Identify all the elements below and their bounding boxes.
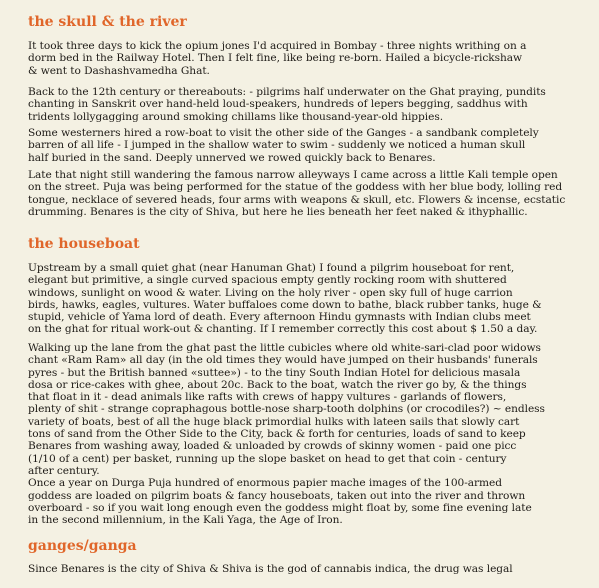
paragraph: Back to the 12th century or thereabouts: - pilgrims half underwater on the Ghat praying, pundits chanting in Sanskrit over hand-held loud-speakers, hundreds of lepers begging, saddhus with tridents lollygagging around smoking chillams like thousand-year-old hippies. [28,86,546,123]
paragraph: Since Benares is the city of Shiva & Shiva is the god of cannabis indica, the drug was legal [28,563,513,575]
paragraph: Upstream by a small quiet ghat (near Hanuman Ghat) I found a pilgrim houseboat for rent, elegant but primitive, a single curved spacious empty gently rocking room with shuttered windows, sunlight on wood & water. Living on the holy river - open sky full of huge carrion birds, hawks, eagles, vultures. Water buffaloes come down to bathe, black rubber tanks, huge & stupid, vehicle of Yama lord of death. Every afternoon Hindu gymnasts with Indian clubs meet on the ghat for ritual work-out & chanting. If I remember correctly this cost about $ 1.50 a day. [28,262,542,336]
section-heading-ganges: ganges/ganga [28,538,137,554]
paragraph: It took three days to kick the opium jones I'd acquired in Bombay - three nights writhing on a dorm bed in the Railway Hotel. Then I felt fine, like being re-born. Hailed a bicycle-rickshaw & went to Dashashvamedha Ghat. [28,40,527,77]
paragraph: Some westerners hired a row-boat to visit the other side of the Ganges - a sandbank completely barren of all life - I jumped in the shallow water to swim - suddenly we noticed a human skull half buried in the sand. Deeply unnerved we rowed quickly back to Benares. [28,127,539,164]
section-heading-houseboat: the houseboat [28,236,140,252]
paragraph: Late that night still wandering the famous narrow alleyways I came across a little Kali temple open on the street. Puja was being performed for the statue of the goddess with her blue body, lolling red tongue, necklace of severed heads, four arms with weapons & skull, etc. Flowers & incense, ecstatic drumming. Benares is the city of Shiva, but here he lies beneath her feet naked & ithyphallic. [28,169,566,218]
paragraph: Walking up the lane from the ghat past the little cubicles where old white-sari-clad poor widows chant «Ram Ram» all day (in the old times they would have jumped on their husbands' funerals pyres - but the British banned «suttee») - to the tiny South Indian Hotel for delicious masala dosa or rice-cakes with ghee, about 20c. Back to the boat, watch the river go by, & the things that float in it - dead animals like rafts with crews of happy vultures - garlands of flowers, plenty of shit - strange copraphagous bottle-nose sharp-tooth dolphins (or crocodiles?) ~ endless variety of boats, best of all the huge black primordial hulks with lateen sails that slowly cart tons of sand from the Other Side to the City, back & forth for centuries, loads of sand to keep Benares from washing away, loaded & unloaded by crowds of skinny women - paid one picc (1/10 of a cent) per basket, running up the slope basket on head to get that coin - century after century. Once a year on Durga Puja hundred of enormous papier mache images of the 100-armed goddess are loaded on pilgrim boats & fancy houseboats, taken out into the river and thrown overboard - so if you wait long enough even the goddess might float by, some fine evening late in the second millennium, in the Kali Yaga, the Age of Iron. [28,342,545,527]
section-heading-skull-river: the skull & the river [28,14,187,30]
